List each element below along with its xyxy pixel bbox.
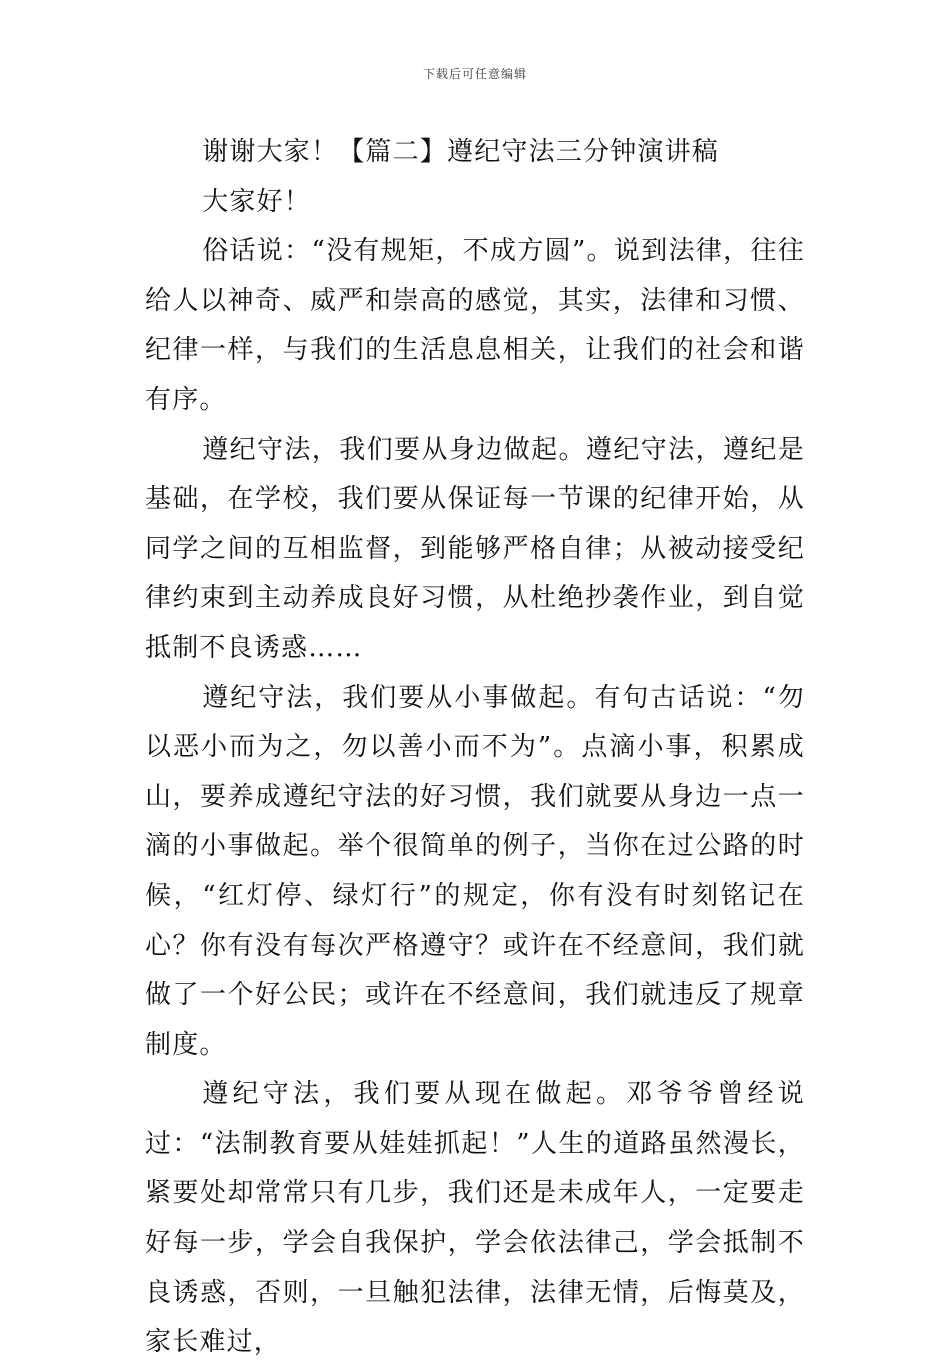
paragraph-title-line: 谢谢大家！【篇二】遵纪守法三分钟演讲稿 <box>202 137 719 167</box>
page-header-note: 下载后可任意编辑 <box>422 67 527 81</box>
paragraph-greeting: 大家好！ <box>202 186 311 217</box>
paragraph-proverb: 俗话说：“没有规矩，不成方圆”。说到法律，往往给人以神奇、威严和崇高的感觉，其实，法律和习惯、纪律一样，与我们的生活息息相关，让我们的社会和谐有序。 <box>145 236 805 415</box>
paragraph-start-nearby: 遵纪守法，我们要从身边做起。遵纪守法，遵纪是基础，在学校，我们要从保证每一节课的纪律开始，从同学之间的互相监督，到能够严格自律；从被动接受纪律约束到主动养成良好习惯，从杜绝抄袭作业，到自觉抵制不良诱惑…… <box>145 434 805 663</box>
paragraph-start-now: 遵纪守法，我们要从现在做起。邓爷爷曾经说过：“法制教育要从娃娃抓起！”人生的道路虽然漫长，紧要处却常常只有几步，我们还是未成年人，一定要走好每一步，学会自我保护，学会依法律己，学会抵制不良诱惑，否则，一旦触犯法律，法律无情，后悔莫及，家长难过， <box>145 1079 805 1358</box>
paragraph-small-things: 遵纪守法，我们要从小事做起。有句古话说：“勿以恶小而为之，勿以善小而不为”。点滴小事，积累成山，要养成遵纪守法的好习惯，我们就要从身边一点一滴的小事做起。举个很简单的例子，当你在过公路的时候，“红灯停、绿灯行”的规定，你有没有时刻铭记在心？你有没有每次严格遵守？或许在不经意间，我们就做了一个好公民；或许在不经意间，我们就违反了规章制度。 <box>145 682 805 1060</box>
document-body <box>145 128 805 1368</box>
